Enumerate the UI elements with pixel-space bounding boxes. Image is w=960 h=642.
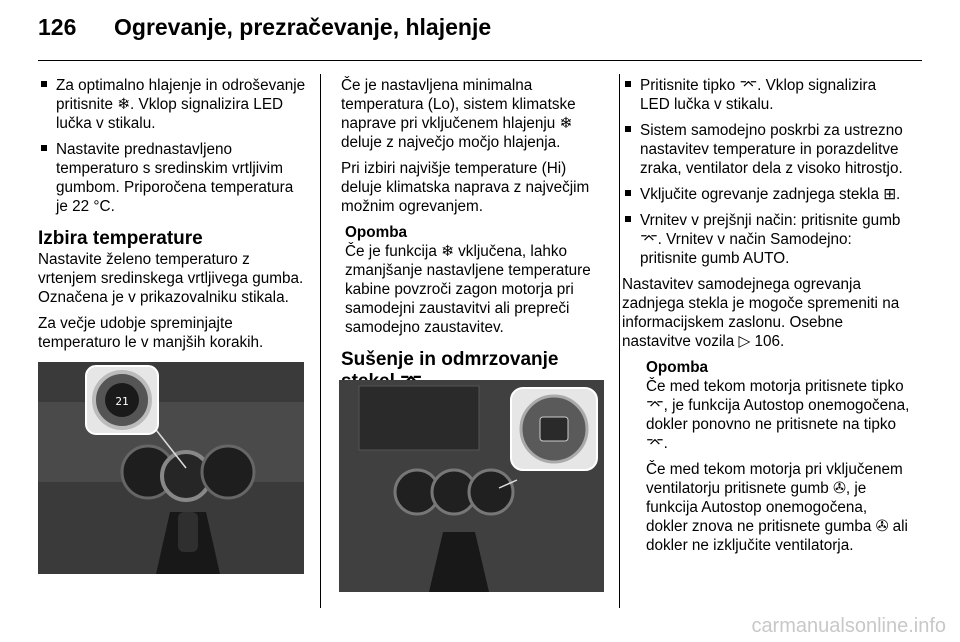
bullet (625, 81, 631, 87)
paragraph: Nastavite želeno temperaturo z vrtenjem sredinskega vrtljivega gumba. Označena je v prikazovalniku stikala. (38, 251, 304, 306)
photo-defrost-controls (339, 380, 604, 592)
bullet (625, 190, 631, 196)
paragraph: Pri izbiri najvišje temperature (Hi) deluje klimatska naprava z največjim možnim ogrevanjem. (341, 160, 590, 215)
watermark: carmanualsonline.info (751, 615, 946, 637)
list-item (622, 76, 910, 114)
page-title: Ogrevanje, prezračevanje, hlajenje (114, 14, 492, 40)
page-number: 126 (38, 14, 77, 40)
bullet (41, 145, 47, 151)
note-text: Če je funkcija ❄ vključena, lahko zmanjšanje nastavljene temperature kabine povzroči zagon motorja pri samodejni zaustavitvi ali prepreči samodejno zaustavitev. (345, 243, 591, 336)
paragraph: Če je nastavljena minimalna temperatura (Lo), sistem klimatske naprave pri vključenem hlajenju ❄ deluje z največjo močjo hlajenja. (341, 77, 576, 151)
bullet (625, 216, 631, 222)
list-item-text: Za optimalno hlajenje in odroševanje pritisnite ❄. Vklop signalizira LED lučka v stikalu. (56, 77, 306, 132)
page-header (38, 14, 491, 41)
note-text: Če med tekom motorja pri vključenem ventilatorju pritisnete gumb ✇, je funkcija Autostop onemogočena, dokler znova ne pritisnete gumba ✇ ali dokler ne izključite ventilatorja. (646, 461, 908, 554)
list-item-text: Vrnitev v prejšnji način: pritisnite gumb ⌤. Vrnitev v način Samodejno: pritisnite gumb AUTO. (640, 212, 901, 267)
bullet (625, 126, 631, 132)
note-title: Opomba (646, 359, 709, 376)
column-3 (622, 76, 910, 562)
column-1 (38, 76, 308, 359)
dashboard-illustration (38, 362, 304, 574)
list-item (622, 211, 910, 268)
note-box (341, 223, 607, 337)
temperature-display: 21 (115, 395, 129, 408)
list-item (622, 121, 910, 178)
list-item-text: Nastavite prednastavljeno temperaturo s sredinskim vrtljivim gumbom. Priporočena temperatura je 22 °C. (56, 141, 294, 215)
list-item-text: Pritisnite tipko ⌤. Vklop signalizira LED lučka v stikalu. (640, 77, 877, 113)
column-2 (341, 76, 607, 393)
note-title: Opomba (345, 224, 408, 241)
list-item (622, 185, 910, 204)
list-item-text: Sistem samodejno poskrbi za ustrezno nastavitev temperature in porazdelitve zraka, ventilator dela z visoko hitrostjo. (640, 122, 903, 177)
column-divider-1 (320, 74, 321, 608)
header-rule (38, 60, 922, 61)
dashboard-illustration (339, 380, 604, 592)
list-item (38, 76, 308, 133)
note-text: Če med tekom motorja pritisnete tipko ⌤, je funkcija Autostop onemogočena, dokler ponovno ne pritisnete na tipko ⌤. (646, 378, 910, 452)
list-item (38, 140, 308, 216)
note-box (622, 358, 910, 555)
photo-temperature-knob (38, 362, 304, 574)
bullet (41, 81, 47, 87)
paragraph: Nastavitev samodejnega ogrevanja zadnjega stekla je mogoče spremeniti na informacijskem zaslonu. Osebne nastavitve vozila ▷ 106. (622, 276, 900, 350)
paragraph: Za večje udobje spreminjajte temperaturo le v manjših korakih. (38, 315, 264, 351)
list-item-text: Vključite ogrevanje zadnjega stekla ⊞. (640, 186, 901, 203)
column-divider-2 (619, 74, 620, 608)
section-heading: Sušenje in odmrzovanje (341, 349, 559, 370)
section-heading: Izbira temperature (38, 228, 203, 249)
